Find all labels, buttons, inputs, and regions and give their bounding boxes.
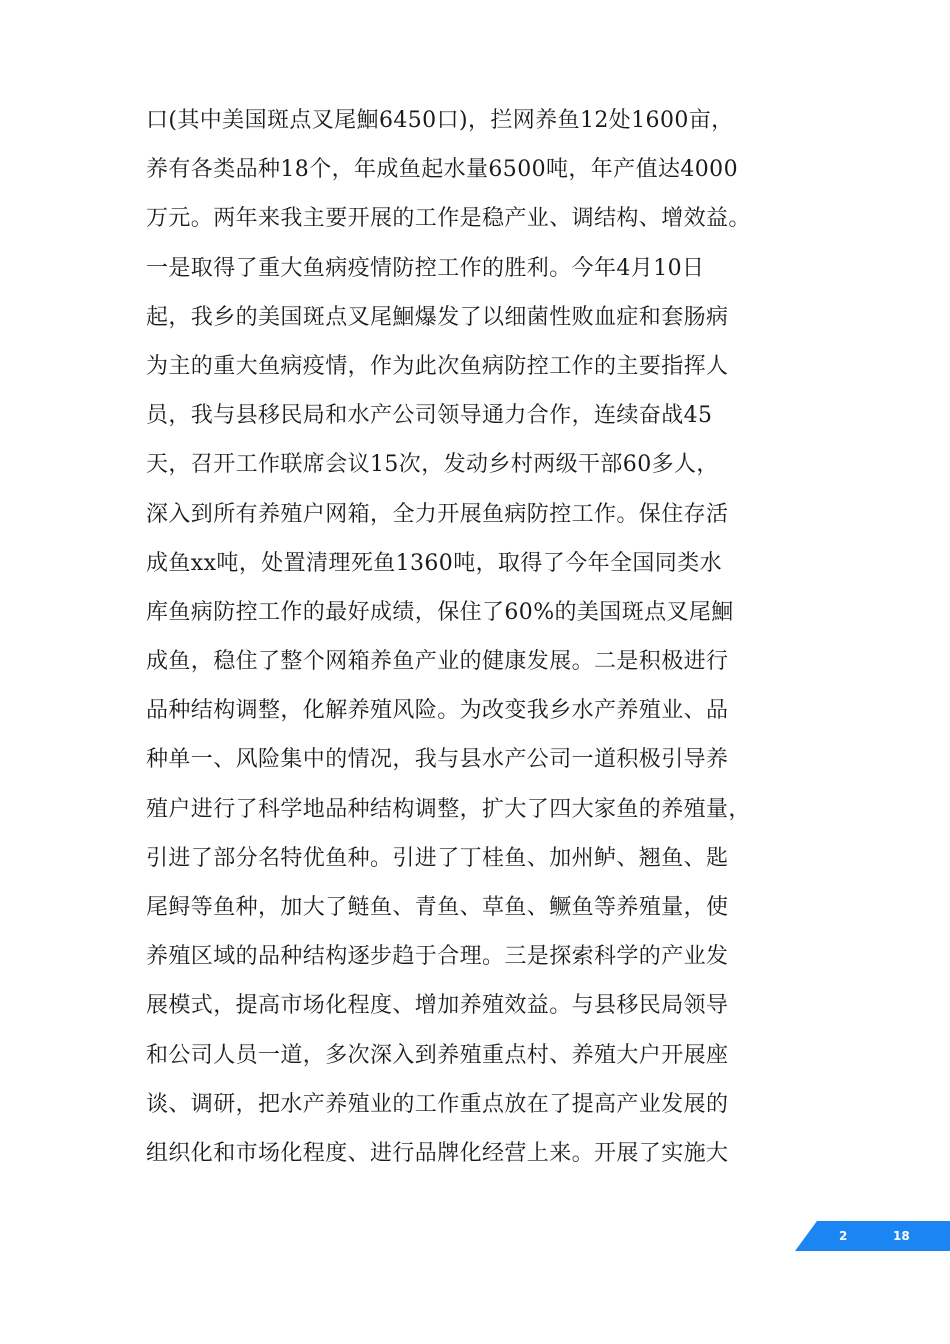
footer-band [795,1221,950,1251]
text-line: 展模式，提高市场化程度、增加养殖效益。与县移民局领导 [146,993,729,1019]
text-line: 谈、调研，把水产养殖业的工作重点放在了提高产业发展的 [146,1091,729,1117]
text-line: 养有各类品种18个，年成鱼起水量6500吨，年产值达4000 [146,157,738,183]
text-line: 一是取得了重大鱼病疫情防控工作的胜利。今年4月10日 [146,255,705,281]
text-line: 天，召开工作联席会议15次，发动乡村两级干部60多人， [146,452,719,478]
page-footer [795,1221,950,1251]
text-line: 品种结构调整，化解养殖风险。为改变我乡水产养殖业、品 [146,698,729,724]
text-line: 殖户进行了科学地品种结构调整，扩大了四大家鱼的养殖量， [146,796,751,822]
text-line: 为主的重大鱼病疫情，作为此次鱼病防控工作的主要指挥人 [146,353,729,379]
text-line: 库鱼病防控工作的最好成绩，保住了60%的美国斑点叉尾鮰 [146,599,734,625]
text-line: 尾鲟等鱼种，加大了鲢鱼、青鱼、草鱼、鳜鱼等养殖量，使 [146,895,729,920]
text-line: 成鱼xx吨，处置清理死鱼1360吨，取得了今年全国同类水 [146,550,723,576]
text-line: 起，我乡的美国斑点叉尾鮰爆发了以细菌性败血症和套肠病 [146,304,729,330]
text-line: 成鱼，稳住了整个网箱养鱼产业的健康发展。二是积极进行 [146,649,729,675]
text-line: 员，我与县移民局和水产公司领导通力合作，连续奋战45 [146,403,713,429]
text-line: 种单一、风险集中的情况，我与县水产公司一道积极引导养 [146,747,729,773]
text-line: 养殖区域的品种结构逐步趋于合理。三是探索科学的产业发 [146,944,729,970]
text-line: 深入到所有养殖户网箱，全力开展鱼病防控工作。保住存活 [146,501,729,527]
text-line: 和公司人员一道，多次深入到养殖重点村、养殖大户开展座 [146,1042,729,1068]
total-page-count: 18 [893,1229,910,1243]
text-line: 引进了部分名特优鱼种。引进了丁桂鱼、加州鲈、翘鱼、匙 [146,845,729,871]
text-line: 万元。两年来我主要开展的工作是稳产业、调结构、增效益。 [146,206,751,232]
text-line: 组织化和市场化程度、进行品牌化经营上来。开展了实施大 [146,1140,729,1166]
body-text [146,96,836,1178]
text-line: 口(其中美国斑点叉尾鮰6450口)，拦网养鱼12处1600亩， [146,108,734,133]
current-page-number: 2 [839,1229,848,1243]
